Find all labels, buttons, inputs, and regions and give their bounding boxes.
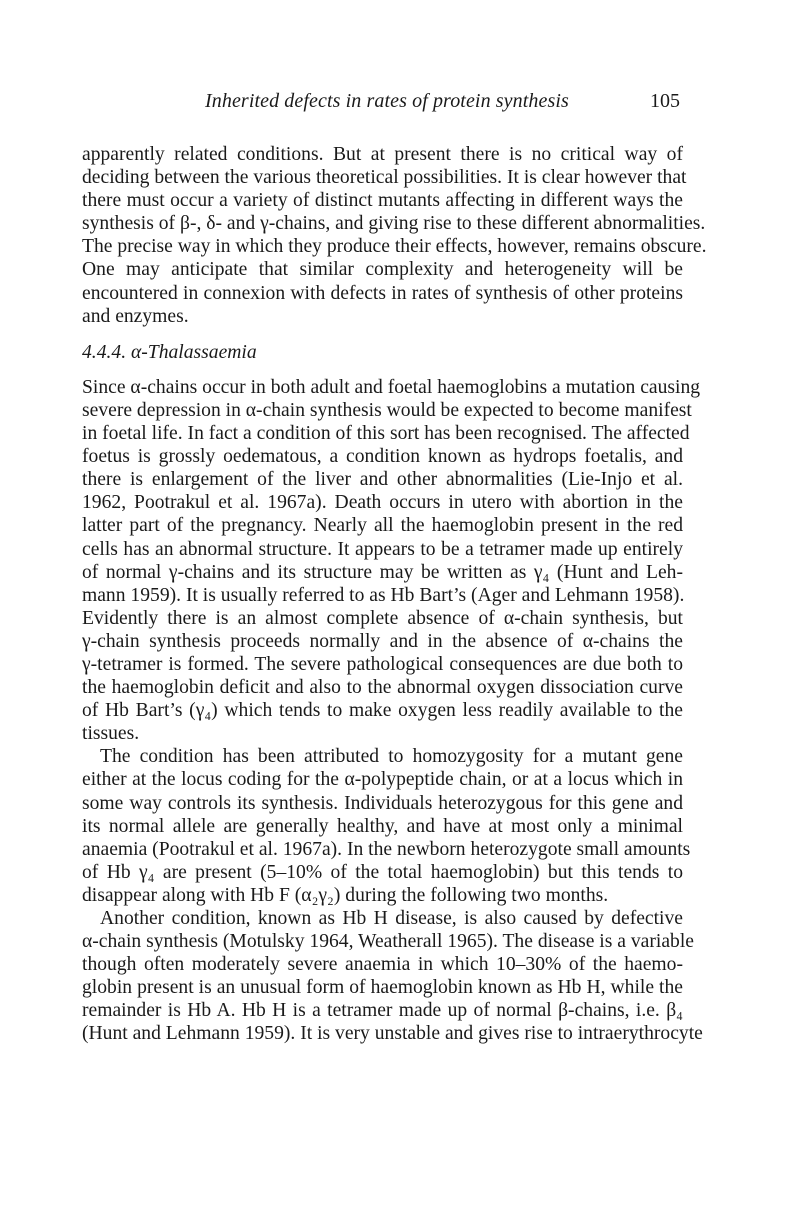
text-line: cells has an abnormal structure. It appears to be a tetramer made up entirely [82,538,683,560]
text-line: there is enlargement of the liver and other abnormalities (Lie-Injo et al. [82,469,683,491]
text-line: of Hb γ₄ are present (5–10% of the total haemoglobin) but this tends to [82,861,683,883]
text-line: foetus is grossly oedematous, a condition known as hydrops foetalis, and [82,446,683,468]
text-line: 1962, Pootrakul et al. 1967a). Death occurs in utero with abortion in the [82,492,683,514]
text-line: and enzymes. [82,305,189,327]
text-line: the haemoglobin deficit and also to the abnormal oxygen dissociation curve [82,677,683,699]
page-number: 105 [650,90,680,112]
text-line: there must occur a variety of distinct mutants affecting in different ways the [82,190,683,212]
text-line: Since α-chains occur in both adult and foetal haemoglobins a mutation causing [82,376,701,398]
text-line: its normal allele are generally healthy, and have at most only a minimal [82,815,683,837]
paragraph-2 [82,376,701,746]
text-line: disappear along with Hb F (α₂γ₂) during the following two months. [82,884,609,906]
text-line: synthesis of β-, δ- and γ-chains, and giving rise to these different abnormalities. [82,213,706,235]
text-line: γ-tetramer is formed. The severe pathological consequences are due both to [82,653,683,675]
text-line: tissues. [82,723,140,745]
text-line: The precise way in which they produce their effects, however, remains obscure. [82,236,707,258]
text-line: encountered in connexion with defects in rates of synthesis of other proteins [82,282,683,304]
text-line: globin present is an unusual form of haemoglobin known as Hb H, while the [82,977,683,999]
text-line: The condition has been attributed to homozygosity for a mutant gene [100,746,683,768]
paragraph-1 [82,143,707,328]
text-line: One may anticipate that similar complexity and heterogeneity will be [82,259,683,281]
text-line: Evidently there is an almost complete absence of α-chain synthesis, but [82,607,683,629]
text-line: though often moderately severe anaemia in which 10–30% of the haemo- [82,954,683,976]
text-line: anaemia (Pootrakul et al. 1967a). In the newborn heterozygote small amounts [82,838,691,860]
text-line: of normal γ-chains and its structure may be written as γ₄ (Hunt and Leh- [82,561,683,583]
text-line: remainder is Hb A. Hb H is a tetramer made up of normal β-chains, i.e. β₄ [82,1000,683,1022]
text-line: in foetal life. In fact a condition of this sort has been recognised. The affected [82,423,690,445]
body-text [82,143,707,1046]
text-line: α-chain synthesis (Motulsky 1964, Weatherall 1965). The disease is a variable [82,931,694,953]
text-line: Another condition, known as Hb H disease, is also caused by defective [100,908,683,929]
text-line: latter part of the pregnancy. Nearly all the haemoglobin present in the red [82,515,683,537]
text-line: deciding between the various theoretical possibilities. It is clear however that [82,167,687,189]
paragraph-4 [82,907,703,1046]
text-line: γ-chain synthesis proceeds normally and in the absence of α-chains the [82,630,683,652]
text-line: (Hunt and Lehmann 1959). It is very unstable and gives rise to intraerythrocyte [82,1023,703,1045]
text-line: mann 1959). It is usually referred to as Hb Bart’s (Ager and Lehmann 1958). [82,584,685,606]
section-heading: 4.4.4. α-Thalassaemia [82,341,257,363]
text-line: some way controls its synthesis. Individuals heterozygous for this gene and [82,792,683,814]
text-line: severe depression in α-chain synthesis would be expected to become manifest [82,399,692,421]
paragraph-3 [82,745,691,907]
text-line: of Hb Bart’s (γ₄) which tends to make oxygen less readily available to the [82,700,683,722]
text-line: either at the locus coding for the α-polypeptide chain, or at a locus which in [82,769,683,791]
text-line: apparently related conditions. But at present there is no critical way of [82,144,683,165]
running-title: Inherited defects in rates of protein synthesis [205,90,569,112]
